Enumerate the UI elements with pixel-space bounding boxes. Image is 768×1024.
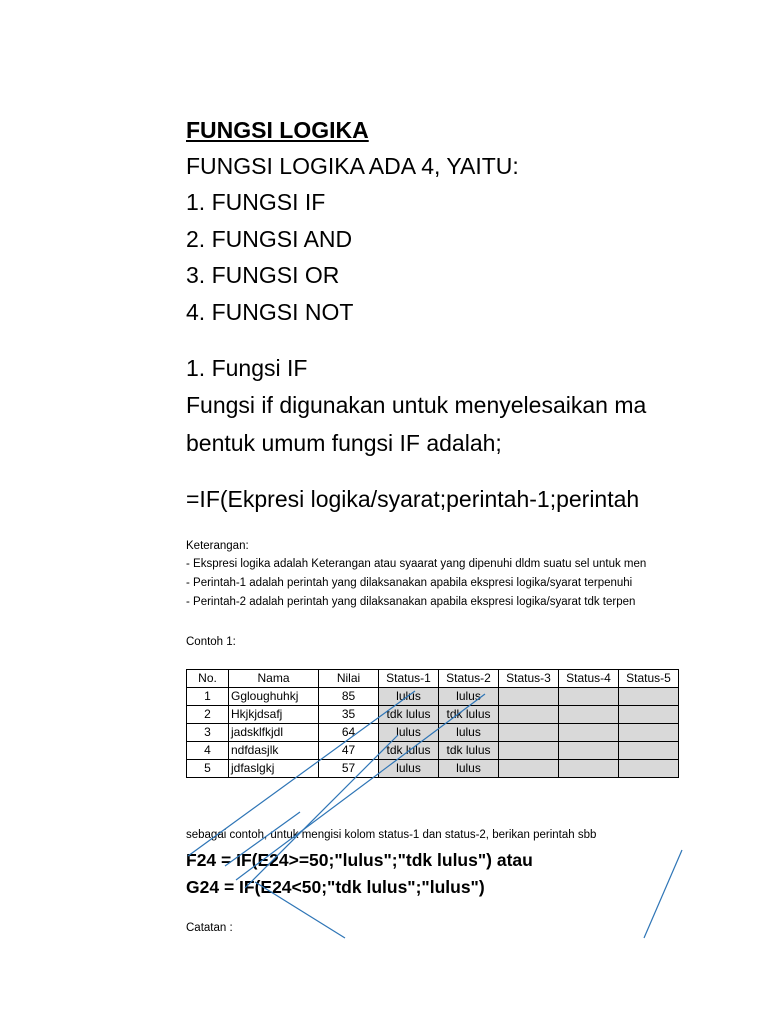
keterangan-title: Keterangan: (186, 540, 249, 552)
catatan-label: Catatan : (186, 922, 233, 934)
cell-status-2: lulus (439, 760, 499, 778)
cell-nama: Ggloughuhkj (229, 688, 319, 706)
formula-general: =IF(Ekpresi logika/syarat;perintah-1;perintah (186, 486, 640, 512)
intro-line-1: FUNGSI LOGIKA ADA 4, YAITU: (186, 153, 519, 179)
cell-no: 5 (187, 760, 229, 778)
formula-f24: F24 = IF(E24>=50;"lulus";"tdk lulus") atau (186, 850, 533, 870)
description-line-2: bentuk umum fungsi IF adalah; (186, 430, 502, 456)
cell-nama: Hkjkjdsafj (229, 706, 319, 724)
cell-status-2: lulus (439, 688, 499, 706)
header-nama: Nama (229, 670, 319, 688)
formula-g24: G24 = IF(E24<50;"tdk lulus";"lulus") (186, 877, 485, 897)
cell-no: 4 (187, 742, 229, 760)
heading: FUNGSI LOGIKA (186, 117, 369, 143)
intro-line-2: 1. FUNGSI IF (186, 189, 326, 215)
header-status-2: Status-2 (439, 670, 499, 688)
example-text: sebagai contoh, untuk mengisi kolom status-1 dan status-2, berikan perintah sbb (186, 829, 597, 841)
annotation-line (255, 882, 345, 938)
header-nilai: Nilai (319, 670, 379, 688)
cell-no: 2 (187, 706, 229, 724)
cell-nilai: 47 (319, 742, 379, 760)
header-no: No. (187, 670, 229, 688)
contoh-label: Contoh 1: (186, 636, 236, 648)
annotation-line (245, 735, 398, 888)
cell-nama: jdfaslgkj (229, 760, 319, 778)
section-title: 1. Fungsi IF (186, 355, 308, 381)
header-status-3: Status-3 (499, 670, 559, 688)
description-line-1: Fungsi if digunakan untuk menyelesaikan ma (186, 392, 647, 418)
cell-status-1: lulus (379, 760, 439, 778)
keterangan-item-1: - Ekspresi logika adalah Keterangan atau syaarat yang dipenuhi dldm suatu sel untuk men (186, 558, 647, 570)
annotation-line (644, 850, 682, 938)
header-status-5: Status-5 (619, 670, 679, 688)
keterangan-item-2: - Perintah-1 adalah perintah yang dilaksanakan apabila ekspresi logika/syarat terpenuhi (186, 577, 633, 589)
cell-status-1: tdk lulus (379, 706, 439, 724)
cell-nilai: 57 (319, 760, 379, 778)
cell-status-1: lulus (379, 724, 439, 742)
cell-status-2: tdk lulus (439, 742, 499, 760)
cell-nilai: 64 (319, 724, 379, 742)
cell-no: 1 (187, 688, 229, 706)
cell-nilai: 35 (319, 706, 379, 724)
intro-line-3: 2. FUNGSI AND (186, 226, 353, 252)
cell-nama: ndfdasjlk (229, 742, 319, 760)
cell-status-1: lulus (379, 688, 439, 706)
header-status-4: Status-4 (559, 670, 619, 688)
cell-status-1: tdk lulus (379, 742, 439, 760)
cell-nama: jadsklfkjdl (229, 724, 319, 742)
annotation-line (225, 812, 300, 866)
keterangan-item-3: - Perintah-2 adalah perintah yang dilaksanakan apabila ekspresi logika/syarat tdk terpen (186, 596, 636, 608)
intro-line-5: 4. FUNGSI NOT (186, 299, 354, 325)
annotation-line (236, 694, 485, 880)
cell-nilai: 85 (319, 688, 379, 706)
header-status-1: Status-1 (379, 670, 439, 688)
cell-status-2: tdk lulus (439, 706, 499, 724)
cell-no: 3 (187, 724, 229, 742)
cell-status-2: lulus (439, 724, 499, 742)
intro-line-4: 3. FUNGSI OR (186, 262, 340, 288)
